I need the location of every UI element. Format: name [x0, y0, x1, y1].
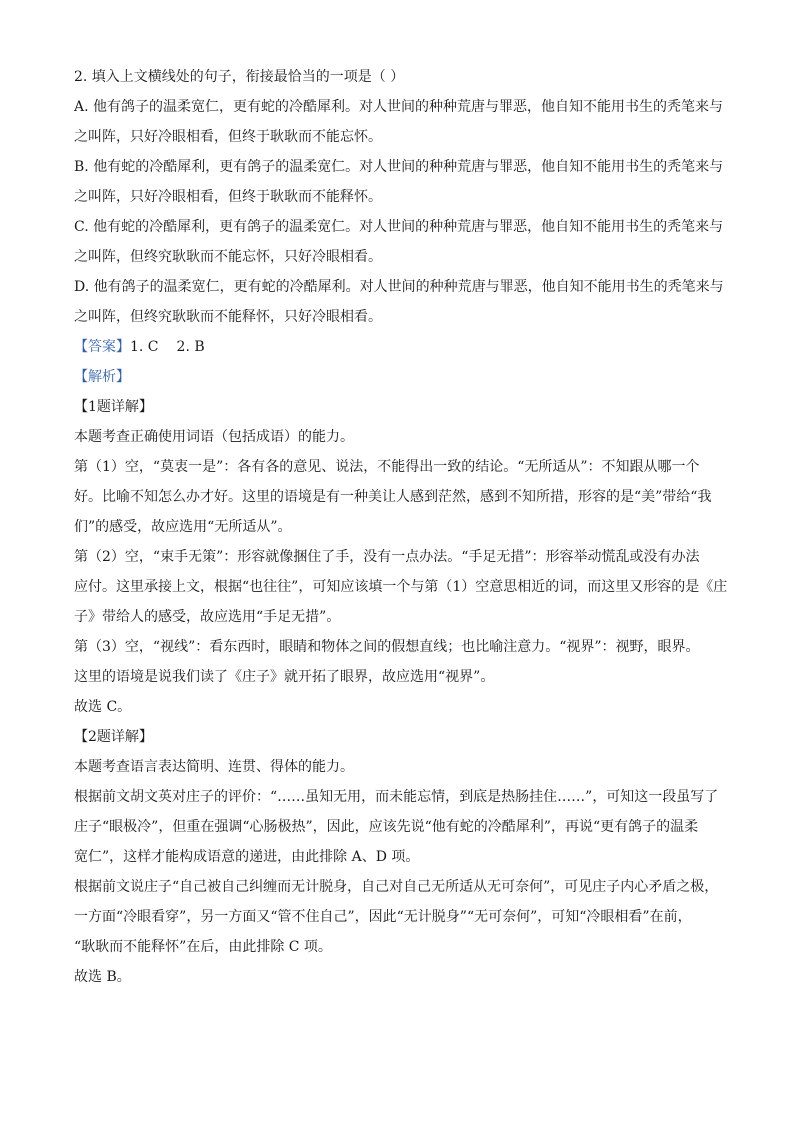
q1-detail-line: 好。比喻不知怎么办才好。这里的语境是有一种美让人感到茫然，感到不知所措，形容的是“美”带给“我	[74, 489, 712, 505]
q2-detail-line: 宽仁”，这样才能构成语意的递进，由此排除 A、D 项。	[74, 849, 420, 865]
q2-detail-header: 【2题详解】	[74, 729, 153, 745]
q1-conclusion: 故选 C。	[74, 699, 132, 715]
q2-detail-line: 根据前文胡文英对庄子的评价：“……虽知无用，而未能忘情，到底是热肠挂住……”，可知这一段虽写了	[74, 789, 719, 805]
answer-2: 2. B	[176, 339, 205, 355]
question-stem: 2. 填入上文横线处的句子，衔接最恰当的一项是（ ）	[74, 69, 405, 85]
q1-detail-line: 这里的语境是说我们读了《庄子》就开拓了眼界，故应选用“视界”。	[74, 669, 495, 685]
answer-1: 1. C	[130, 339, 159, 355]
q1-detail-line: 第（3）空，“视线”：看东西时，眼睛和物体之间的假想直线；也比喻注意力。“视界”：视野，眼界。	[74, 639, 700, 655]
option-a-line-2: 之叫阵，只好冷眼相看，但终于耿耿而不能忘怀。	[74, 129, 382, 145]
q1-detail-line: 应付。这里承接上文，根据“也往往”，可知应该填一个与第（1）空意思相近的词，而这里又形容的是《庄	[74, 579, 728, 595]
analysis-label: 【解析】	[74, 369, 130, 385]
q2-detail-line: 一方面“冷眼看穿”，另一方面又“管不住自己”，因此“无计脱身”“无可奈何”，可知“冷眼相看”在前，	[74, 909, 692, 925]
q1-detail-line: 们”的感受，故应选用“无所适从”。	[74, 519, 292, 535]
answer-line	[74, 332, 730, 362]
option-b-line-1: B. 他有蛇的冷酷犀利，更有鸽子的温柔宽仁。对人世间的种种荒唐与罪恶，他自知不能用书生的秃笔来与	[74, 159, 724, 175]
q1-detail-line: 本题考查正确使用词语（包括成语）的能力。	[74, 429, 354, 445]
q1-detail-header: 【1题详解】	[74, 399, 153, 415]
q2-detail-line: 本题考查语言表达简明、连贯、得体的能力。	[74, 759, 354, 775]
q2-detail-line: “耿耿而不能释怀”在后，由此排除 C 项。	[74, 939, 332, 955]
q1-detail-line: 第（1）空，“莫衷一是”：各有各的意见、说法，不能得出一致的结论。“无所适从”：不知跟从哪一个	[74, 459, 700, 475]
q2-detail-line: 根据前文说庄子“自己被自己纠缠而无计脱身，自己对自己无所适从无可奈何”，可见庄子内心矛盾之极，	[74, 879, 719, 895]
document-page	[74, 62, 730, 992]
q2-detail-line: 庄子“眼极冷”，但重在强调“心肠极热”，因此，应该先说“他有蛇的冷酷犀利”，再说“更有鸽子的温柔	[74, 819, 699, 835]
option-d-line-1: D. 他有鸽子的温柔宽仁，更有蛇的冷酷犀利。对人世间的种种荒唐与罪恶，他自知不能用书生的秃笔来与	[74, 279, 724, 295]
option-a-line-1: A. 他有鸽子的温柔宽仁，更有蛇的冷酷犀利。对人世间的种种荒唐与罪恶，他自知不能用书生的秃笔来与	[74, 99, 724, 115]
option-d-line-2: 之叫阵，但终究耿耿而不能释怀，只好冷眼相看。	[74, 309, 382, 325]
option-c-line-1: C. 他有蛇的冷酷犀利，更有鸽子的温柔宽仁。对人世间的种种荒唐与罪恶，他自知不能用书生的秃笔来与	[74, 219, 724, 235]
q1-detail-line: 子》带给人的感受，故应选用“手足无措”。	[74, 609, 341, 625]
q1-detail-line: 第（2）空，“束手无策”：形容就像捆住了手，没有一点办法。“手足无措”：形容举动慌乱或没有办法	[74, 549, 700, 565]
answer-label: 【答案】	[74, 339, 130, 355]
option-c-line-2: 之叫阵，但终究耿耿而不能忘怀，只好冷眼相看。	[74, 249, 382, 265]
option-b-line-2: 之叫阵，只好冷眼相看，但终于耿耿而不能释怀。	[74, 189, 382, 205]
q2-conclusion: 故选 B。	[74, 969, 131, 985]
